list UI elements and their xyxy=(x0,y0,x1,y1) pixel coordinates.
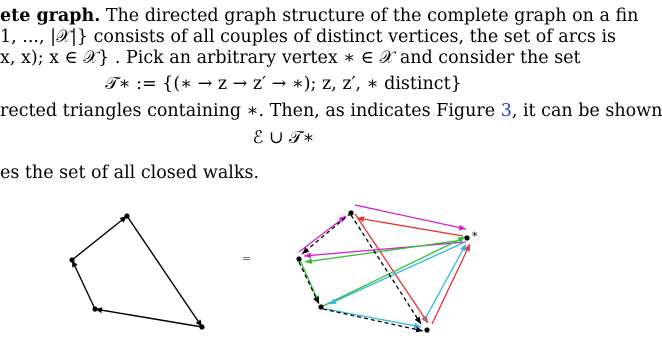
dashed-arc-3 xyxy=(323,309,423,331)
vertex xyxy=(124,213,129,218)
star-vertex xyxy=(464,235,469,240)
red-arc-1 xyxy=(355,214,428,323)
vertex xyxy=(199,324,204,329)
paragraph3-line: es the set of all closed walks. xyxy=(0,163,260,183)
magenta-arc-1 xyxy=(355,205,466,229)
walk-arc-3 xyxy=(72,260,95,309)
red-arc-3 xyxy=(357,218,463,236)
equation-triangles-set: 𝒯∗ := {(∗ → z → z′ → ∗); z, z′, ∗ distinct} xyxy=(105,74,462,94)
walk-arc-2 xyxy=(95,309,202,327)
magenta-arc-3 xyxy=(299,216,346,252)
vertex xyxy=(69,257,74,262)
red-arc-2 xyxy=(432,244,470,324)
paragraph-line-1-text: The directed graph structure of the complete graph on a fin xyxy=(100,6,639,26)
closed-walk-figure xyxy=(0,200,567,338)
star-label: * xyxy=(472,230,478,243)
green-arc-2 xyxy=(323,237,465,306)
walk-arc-4 xyxy=(72,216,127,260)
vertex xyxy=(318,304,323,309)
paragraph2-text-post: , it can be shown xyxy=(511,101,662,121)
vertex xyxy=(424,327,429,332)
vertex xyxy=(348,210,353,215)
paragraph-line-1 xyxy=(0,6,638,26)
paragraph2-line xyxy=(0,101,662,121)
walk-arc-1 xyxy=(127,216,202,327)
right-vertices xyxy=(296,210,469,332)
paragraph-heading: ete graph. xyxy=(0,6,101,26)
dashed-arc-4 xyxy=(351,215,421,324)
dashed-arc-1 xyxy=(302,213,351,254)
vertex xyxy=(296,256,301,261)
paragraph-line-3: x, x); x ∈ 𝒳} . Pick an arbitrary vertex ∗ ∈ 𝒳 and consider the set xyxy=(0,48,581,68)
figure-reference-link[interactable]: 3 xyxy=(500,101,512,121)
right-decomposition xyxy=(299,205,470,331)
equation-union: ℰ ∪ 𝒯∗ xyxy=(252,128,315,148)
cyan-arc-1 xyxy=(326,309,421,327)
vertex xyxy=(92,306,97,311)
left-closed-walk xyxy=(72,216,202,327)
equals-sign: = xyxy=(242,252,252,265)
cyan-arc-2 xyxy=(424,244,466,321)
paragraph2-text-pre: rected triangles containing ∗. Then, as indicates Figure xyxy=(0,101,501,121)
green-arc-3 xyxy=(305,240,463,262)
paragraph-line-2: 1, ..., |𝒳|} consists of all couples of distinct vertices, the set of arcs is xyxy=(0,27,617,47)
